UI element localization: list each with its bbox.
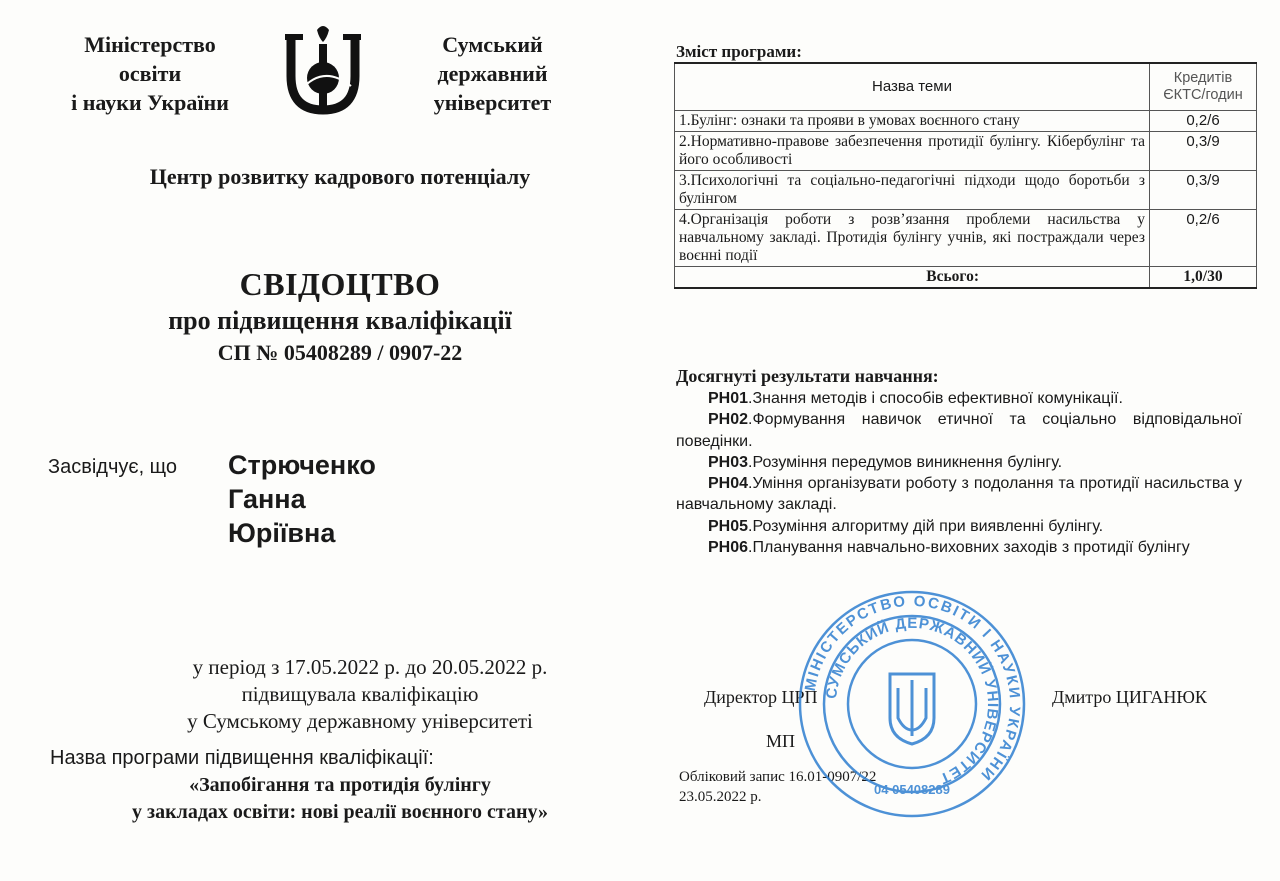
- result-text: .Розуміння алгоритму дій при виявленні булінгу.: [748, 517, 1104, 535]
- column-header-topic: Назва теми: [675, 63, 1150, 111]
- seal-outer-text: МІНІСТЕРСТВО ОСВІТИ І НАУКИ УКРАЇНИ: [801, 592, 1024, 785]
- seal-inner-text: СУМСЬКИЙ ДЕРЖАВНИЙ УНІВЕРСИТЕТ: [823, 614, 1002, 788]
- result-code: РН03: [708, 453, 749, 471]
- result-text: .Розуміння передумов виникнення булінгу.: [748, 453, 1063, 471]
- ministry-line: Міністерство: [84, 32, 216, 57]
- column-header-credits-line: Кредитів: [1173, 70, 1233, 86]
- credits-cell: 0,3/9: [1150, 132, 1257, 171]
- university-seal-stamp: [796, 588, 1028, 820]
- program-title-line: «Запобігання та протидія булінгу: [189, 774, 491, 796]
- topic-cell: 4.Організація роботи з розв’язання проблеми насильства у навчальному закладі. Протидія булінгу учнів, які постраждали через воєнні події: [675, 210, 1150, 267]
- column-header-credits: [1150, 63, 1257, 111]
- results-heading: Досягнуті результати навчання:: [676, 366, 939, 386]
- director-name: Дмитро ЦИГАНЮК: [1052, 687, 1207, 707]
- program-label: Назва програми підвищення кваліфікації:: [50, 747, 434, 769]
- result-text: .Знання методів і способів ефективної комунікації.: [748, 390, 1123, 407]
- result-item: [676, 452, 1242, 473]
- table-row: [675, 132, 1257, 171]
- result-item: [676, 516, 1242, 537]
- credits-cell: 0,3/9: [1150, 171, 1257, 210]
- recipient-surname: Стрюченко: [228, 450, 376, 480]
- certificate-subtitle: про підвищення кваліфікації: [168, 306, 512, 335]
- result-item: [676, 537, 1242, 558]
- period-line: у період з 17.05.2022 р. до 20.05.2022 р.: [192, 655, 548, 679]
- topic-cell: 1.Булінг: ознаки та прояви в умовах воєнного стану: [675, 111, 1150, 132]
- program-content-table: [674, 62, 1257, 289]
- column-header-credits-line: ЄКТС/годин: [1163, 87, 1243, 103]
- result-text: .Формування навичок етичної та соціально відповідальної поведінки.: [676, 411, 1242, 450]
- seal-code: 04 05408289: [874, 782, 950, 797]
- result-code: РН01: [708, 390, 749, 407]
- result-text: .Планування навчально-виховних заходів з протидії булінгу: [748, 539, 1190, 557]
- table-row: [675, 171, 1257, 210]
- result-code: РН04: [708, 475, 749, 493]
- improved-line: підвищувала кваліфікацію: [241, 682, 479, 706]
- center-name: Центр розвитку кадрового потенціалу: [149, 164, 531, 189]
- results-list: [676, 388, 1242, 558]
- place-line: у Сумському державному університеті: [187, 709, 533, 733]
- university-logo-icon: [283, 24, 363, 118]
- certificate-title: СВІДОЦТВО: [239, 266, 441, 302]
- total-value: 1,0/30: [1150, 267, 1257, 289]
- university-line: університет: [433, 90, 552, 115]
- university-line: Сумський: [442, 32, 543, 57]
- program-title-line: у закладах освіти: нові реалії воєнного стану»: [132, 801, 548, 823]
- topic-cell: 3.Психологічні та соціально-педагогічні підходи щодо боротьби з булінгом: [675, 171, 1150, 210]
- table-row: [675, 210, 1257, 267]
- ministry-name: [40, 30, 260, 117]
- result-code: РН05: [708, 517, 749, 535]
- result-code: РН06: [708, 539, 749, 557]
- record-number: Обліковий запис 16.01-0907/22: [679, 769, 877, 785]
- credits-cell: 0,2/6: [1150, 111, 1257, 132]
- issue-date: 23.05.2022 р.: [679, 789, 762, 805]
- credits-cell: 0,2/6: [1150, 210, 1257, 267]
- table-total-row: [675, 267, 1257, 289]
- recipient-patronymic: Юріївна: [228, 518, 336, 548]
- director-label: Директор ЦРП: [704, 687, 818, 707]
- total-label: Всього:: [675, 267, 1150, 289]
- ministry-line: і науки України: [71, 90, 229, 115]
- university-name: [410, 30, 575, 117]
- certificate-number: СП № 05408289 / 0907-22: [217, 340, 463, 365]
- trident-emblem-icon: [890, 674, 934, 744]
- ministry-line: освіти: [118, 61, 182, 86]
- seal-place-label: МП: [766, 731, 796, 751]
- result-item: [676, 388, 1242, 409]
- result-code: РН02: [708, 411, 749, 429]
- topic-cell: 2.Нормативно-правове забезпечення протидії булінгу. Кібербулінг та його особливості: [675, 132, 1150, 171]
- table-row: [675, 111, 1257, 132]
- result-text: .Уміння організувати роботу з подолання та протидії насильства у навчальному закладі.: [676, 475, 1242, 514]
- content-heading: Зміст програми:: [676, 42, 802, 61]
- certifies-label: Засвідчує, що: [48, 456, 178, 478]
- result-item: [676, 409, 1242, 452]
- table-header-row: [675, 63, 1257, 111]
- result-item: [676, 473, 1242, 516]
- university-line: державний: [437, 61, 548, 86]
- recipient-first-name: Ганна: [228, 484, 306, 514]
